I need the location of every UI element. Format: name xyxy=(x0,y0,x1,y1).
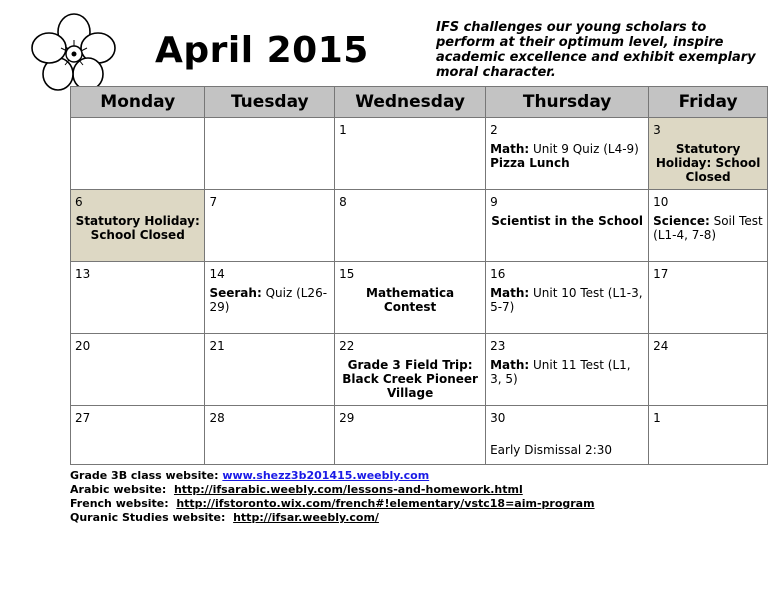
day-cell xyxy=(71,406,205,465)
event xyxy=(490,358,644,386)
day-number: 17 xyxy=(653,267,669,281)
link-row xyxy=(70,511,595,525)
day-header-friday: Friday xyxy=(649,87,768,118)
day-number: 30 xyxy=(490,411,506,425)
quranic-website-link[interactable]: http://ifsar.weebly.com/ xyxy=(233,511,379,524)
day-cell xyxy=(335,190,486,262)
day-cell xyxy=(71,262,205,334)
day-cell xyxy=(335,118,486,190)
week-row xyxy=(71,334,768,406)
day-number: 8 xyxy=(339,195,347,209)
week-row xyxy=(71,118,768,190)
link-row xyxy=(70,469,595,483)
day-cell xyxy=(486,262,649,334)
event-text: Scientist in the School xyxy=(491,214,644,228)
day-cell xyxy=(335,334,486,406)
event-label: Math: xyxy=(490,286,530,300)
event xyxy=(653,214,763,242)
page-title: April 2015 xyxy=(155,30,369,71)
day-header-thursday: Thursday xyxy=(486,87,649,118)
event-text: Grade 3 Field Trip: Black Creek Pioneer Village xyxy=(342,358,478,400)
event-text: Soil Test (L1-4, 7-8) xyxy=(653,214,763,242)
day-number: 28 xyxy=(209,411,225,425)
event-text: Unit 10 Test (L1-3, 5-7) xyxy=(490,286,643,314)
holiday-text: Statutory Holiday: School Closed xyxy=(655,142,761,184)
day-number: 22 xyxy=(339,339,355,353)
day-cell xyxy=(649,190,768,262)
day-number: 1 xyxy=(339,123,347,137)
day-cell xyxy=(205,190,335,262)
link-label: Grade 3B class website: xyxy=(70,469,219,482)
day-number: 16 xyxy=(490,267,506,281)
day-cell xyxy=(71,118,205,190)
day-cell xyxy=(486,190,649,262)
event-label: Math: xyxy=(490,142,530,156)
event-text: Mathematica Contest xyxy=(366,286,455,314)
french-website-link[interactable]: http://ifstoronto.wix.com/french#!elementary/vstc18=aim-program xyxy=(176,497,595,510)
day-number: 2 xyxy=(490,123,498,137)
day-cell xyxy=(205,262,335,334)
event-text: Unit 11 Test (L1, 3, 5) xyxy=(490,358,631,386)
day-cell xyxy=(205,406,335,465)
link-label: Quranic Studies website: xyxy=(70,511,226,524)
day-number: 29 xyxy=(339,411,355,425)
day-number: 6 xyxy=(75,195,83,209)
link-label: French website: xyxy=(70,497,169,510)
day-cell xyxy=(335,262,486,334)
day-number: 7 xyxy=(209,195,218,209)
day-cell xyxy=(649,334,768,406)
day-cell xyxy=(335,406,486,465)
event xyxy=(490,142,644,156)
link-row xyxy=(70,483,595,497)
event-text: Unit 9 Quiz (L4-9) xyxy=(529,142,639,156)
event-note: Early Dismissal 2:30 xyxy=(490,443,612,457)
event-extra: Pizza Lunch xyxy=(490,156,570,170)
class-website-link[interactable]: www.shezz3b201415.weebly.com xyxy=(222,469,430,482)
event xyxy=(490,286,644,314)
calendar-table xyxy=(70,86,768,465)
day-cell xyxy=(205,334,335,406)
day-cell xyxy=(486,334,649,406)
day-header-tuesday: Tuesday xyxy=(205,87,335,118)
holiday-text: Statutory Holiday: School Closed xyxy=(75,214,200,242)
day-header-wednesday: Wednesday xyxy=(335,87,486,118)
event-text: Quiz (L26-29) xyxy=(209,286,328,314)
day-number: 21 xyxy=(209,339,225,353)
event-label: Science: xyxy=(653,214,710,228)
day-number: 9 xyxy=(490,195,498,209)
link-row xyxy=(70,497,595,511)
flower-logo xyxy=(30,12,118,92)
day-number: 20 xyxy=(75,339,91,353)
day-number: 3 xyxy=(653,123,661,137)
day-header-row xyxy=(71,87,768,118)
mission-statement: IFS challenges our young scholars to perform at their optimum level, inspire academic excellence and exhibit exemplary moral character. xyxy=(436,20,756,80)
day-number: 15 xyxy=(339,267,355,281)
day-number: 10 xyxy=(653,195,669,209)
week-row xyxy=(71,406,768,465)
day-cell xyxy=(649,262,768,334)
day-cell xyxy=(205,118,335,190)
arabic-website-link[interactable]: http://ifsarabic.weebly.com/lessons-and-homework.html xyxy=(173,483,523,496)
event-label: Seerah: xyxy=(209,286,262,300)
link-label: Arabic website: xyxy=(70,483,167,496)
day-number: 23 xyxy=(490,339,506,353)
day-cell xyxy=(486,406,649,465)
day-number: 14 xyxy=(209,267,225,281)
website-links xyxy=(70,469,595,525)
day-cell-holiday xyxy=(71,190,205,262)
week-row xyxy=(71,262,768,334)
day-number: 1 xyxy=(653,411,661,425)
day-cell xyxy=(486,118,649,190)
day-cell xyxy=(649,406,768,465)
event xyxy=(209,286,330,314)
event-label: Math: xyxy=(490,358,530,372)
day-number: 27 xyxy=(75,411,91,425)
day-number: 24 xyxy=(653,339,669,353)
week-row xyxy=(71,190,768,262)
day-cell xyxy=(71,334,205,406)
day-number: 13 xyxy=(75,267,91,281)
day-header-monday: Monday xyxy=(71,87,205,118)
day-cell-holiday xyxy=(649,118,768,190)
